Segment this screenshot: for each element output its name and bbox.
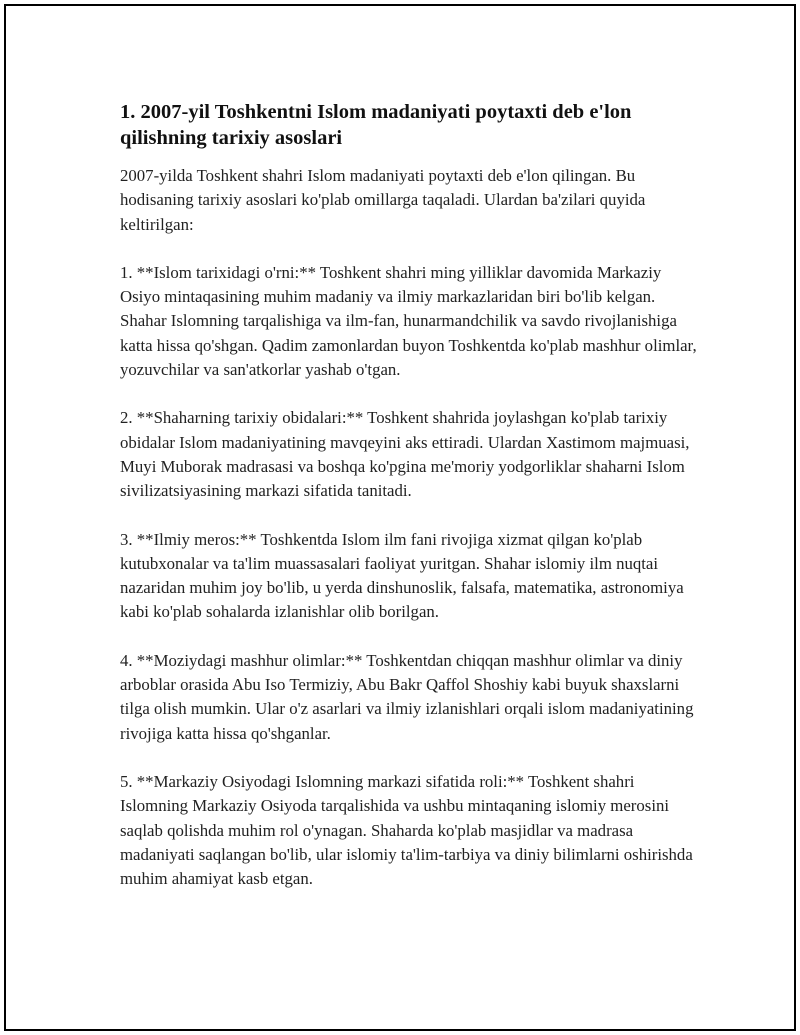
list-item: 4. **Moziydagi mashhur olimlar:** Toshkentdan chiqqan mashhur olimlar va diniy arboblar orasida Abu Iso Termiziy, Abu Bakr Qaffol Shoshiy kabi buyuk shaxslarni tilga olish mumkin. Ular o'z asarlari va ilmiy izlanishlari orqali islom madaniyatining rivojiga katta hissa qo'shganlar. bbox=[120, 650, 698, 743]
list-item: 1. **Islom tarixidagi o'rni:** Toshkent shahri ming yilliklar davomida Markaziy Osiyo mintaqasining muhim madaniy va ilmiy markazlaridan biri bo'lib kelgan. Shahar Islomning tarqalishiga va ilm-fan, hunarmandchilik va savdo rivojlanishiga katta hissa qo'shgan. Qadim zamonlardan buyon Toshkentda ko'plab mashhur olimlar, yozuvchilar va san'atkorlar yashab o'tgan. bbox=[120, 262, 701, 380]
document-heading: 1. 2007-yil Toshkentni Islom madaniyati poytaxti deb e'lon qilishning tarixiy asoslari bbox=[120, 101, 632, 149]
intro-paragraph: 2007-yilda Toshkent shahri Islom madaniyati poytaxti deb e'lon qilingan. Bu hodisaning tarixiy asoslari ko'plab omillarga taqaladi. Ulardan ba'zilari quyida keltirilgan: bbox=[120, 166, 650, 234]
list-item: 3. **Ilmiy meros:** Toshkentda Islom ilm fani rivojiga xizmat qilgan ko'plab kutubxonalar va ta'lim muassasalari faoliyat yuritgan. Shahar islomiy ilm nuqtai nazaridan muhim joy bo'lib, u yerda dinshunoslik, falsafa, matematika, astronomiya kabi ko'plab sohalarda izlanishlar olib borilgan. bbox=[120, 529, 688, 622]
list-item: 2. **Shaharning tarixiy obidalari:** Toshkent shahrida joylashgan ko'plab tarixiy obidalar Islom madaniyatining mavqeyini aks ettiradi. Ulardan Xastimom majmuasi, Muyi Muborak madrasasi va boshqa ko'pgina me'moriy yodgorliklar shaharni Islom sivilizatsiyasining markazi sifatida tanitadi. bbox=[120, 408, 694, 501]
document-page bbox=[4, 4, 796, 1031]
list-item: 5. **Markaziy Osiyodagi Islomning markazi sifatida roli:** Toshkent shahri Islomning Markaziy Osiyoda tarqalishida va ushbu mintaqaning islomiy merosini saqlab qolishda muhim rol o'ynagan. Shaharda ko'plab masjidlar va madrasa madaniyati saqlangan bo'lib, ular islomiy ta'lim-tarbiya va diniy bilimlarni oshirishda muhim ahamiyat kasb etgan. bbox=[120, 771, 697, 889]
document-content bbox=[120, 99, 700, 915]
